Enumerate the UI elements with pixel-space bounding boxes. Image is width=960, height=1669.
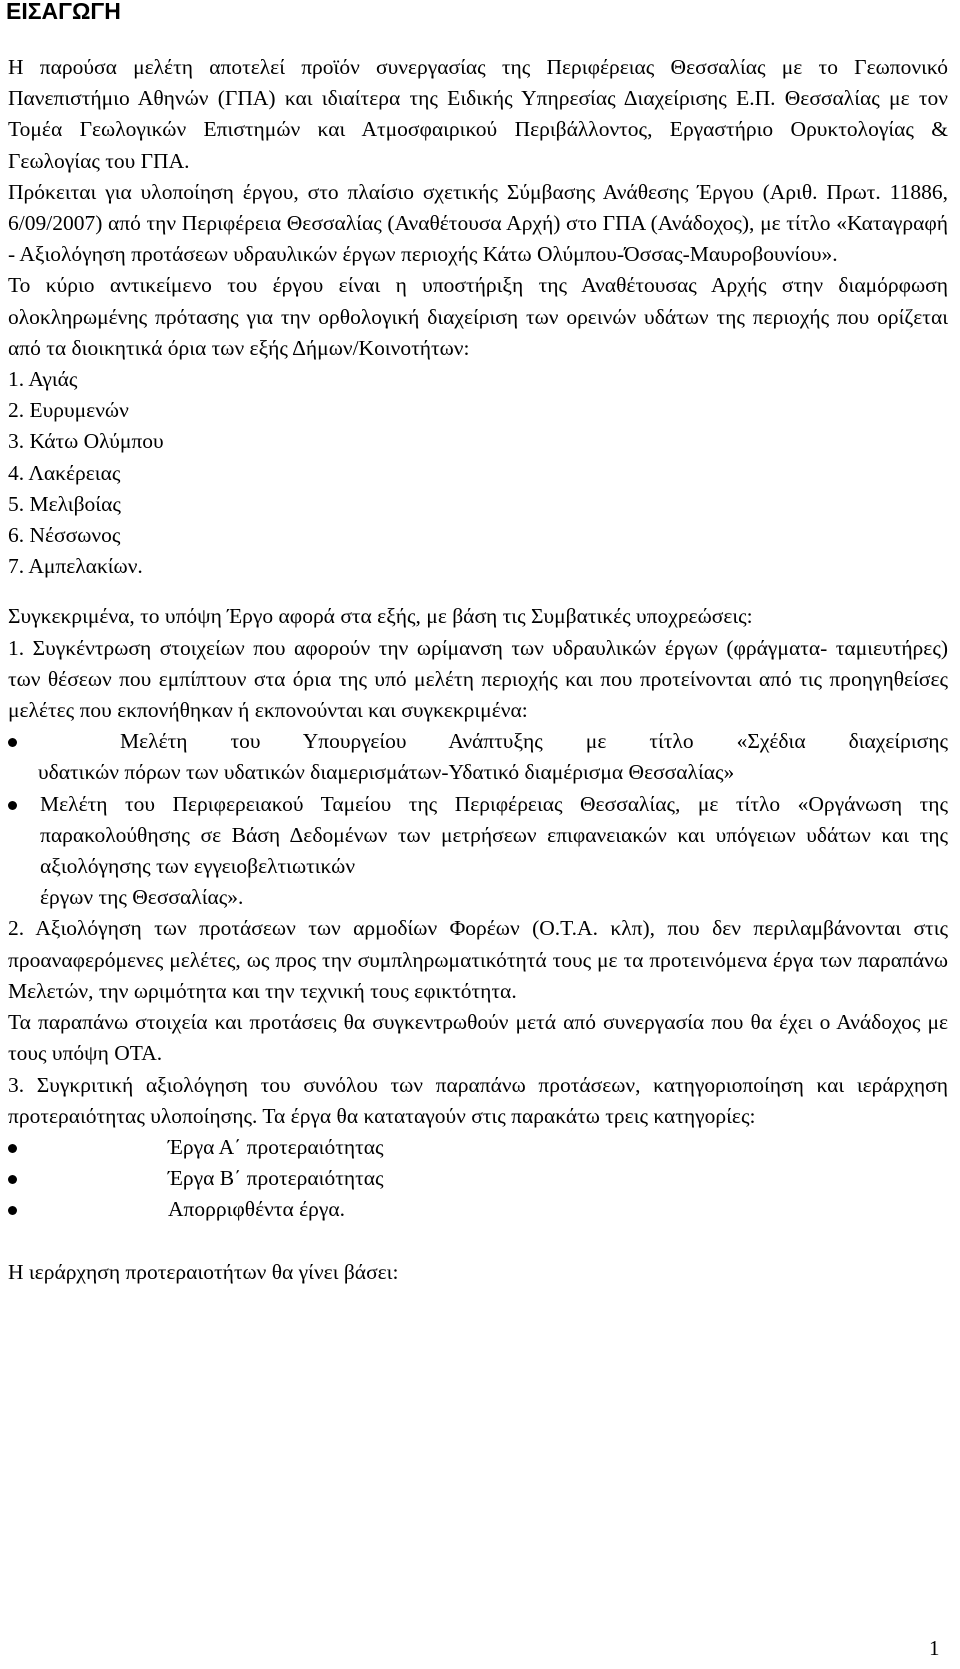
municipality-list bbox=[8, 364, 948, 582]
obligation-item-3: 3. Συγκριτική αξιολόγηση του συνόλου των παραπάνω προτάσεων, κατηγοριοποίηση και ιεράρχηση προτεραιότητας υλοποίησης. Τα έργα θα καταταγούν στις παρακάτω τρεις κατηγορίες: bbox=[8, 1072, 948, 1128]
category-item bbox=[8, 1194, 948, 1225]
obligation-item-2: 2. Αξιολόγηση των προτάσεων των αρμοδίων Φορέων (Ο.Τ.Α. κλπ), που δεν περιλαμβάνονται στις προαναφερόμενες μελέτες, ως προς την συμπληρωματικότητά τους με τα προτεινόμενα έργα των παραπάνω Μελετών, την ωριμότητα και την τεχνική τους εφικτότητα. bbox=[8, 916, 948, 1003]
bullet-icon bbox=[8, 1144, 17, 1153]
category-item bbox=[8, 1163, 948, 1194]
category-label: Έργα Β΄ προτεραιότητας bbox=[168, 1166, 384, 1191]
bullet-item-2-continuation: έργων της Θεσσαλίας». bbox=[40, 885, 244, 910]
bullet-item-2 bbox=[8, 789, 948, 914]
contract-paragraph: Πρόκειται για υλοποίηση έργου, στο πλαίσιο σχετικής Σύμβασης Ανάθεσης Έργου (Αριθ. Πρωτ. 11886, 6/09/2007) από την Περιφέρεια Θεσσαλίας (Αναθέτουσα Αρχή) στο ΓΠΑ (Ανάδοχος), με τίτλο «Καταγραφή - Αξιολόγηση προτάσεων υδραυλικών έργων περιοχής Κάτω Ολύμπου-Όσσας-Μαυροβουνίου». bbox=[8, 179, 948, 267]
bullet-item-1-first-line: Μελέτη του Υπουργείου Ανάπτυξης με τίτλο «Σχέδια διαχείρισης bbox=[120, 729, 948, 754]
list-item: 1. Αγιάς bbox=[8, 367, 78, 392]
bullet-item-1 bbox=[8, 726, 948, 788]
cooperation-paragraph: Τα παραπάνω στοιχεία και προτάσεις θα συγκεντρωθούν μετά από συνεργασία που θα έχει ο Ανάδοχος με τους υπόψη ΟΤΑ. bbox=[8, 1010, 948, 1066]
bullet-icon bbox=[8, 801, 17, 810]
category-label: Έργα Α΄ προτεραιότητας bbox=[168, 1134, 384, 1159]
bullet-item-2-text: Μελέτη του Περιφερειακού Ταμείου της Περιφέρειας Θεσσαλίας, με τίτλο «Οργάνωση της παρακολούθησης σε Βάση Δεδομένων των μετρήσεων επιφανειακών και υπόγειων υδάτων και της αξιολόγησης των εγγειοβελτιωτικών bbox=[40, 791, 948, 879]
document-body bbox=[8, 52, 948, 1288]
category-label: Απορριφθέντα έργα. bbox=[168, 1197, 346, 1222]
closing-line: Η ιεράρχηση προτεραιοτήτων θα γίνει βάσει: bbox=[8, 1259, 399, 1284]
list-item: 6. Νέσσωνος bbox=[8, 523, 121, 548]
spacer bbox=[8, 1226, 948, 1257]
list-item: 4. Λακέρειας bbox=[8, 460, 121, 485]
list-item: 2. Ευρυμενών bbox=[8, 398, 129, 423]
category-list bbox=[8, 1132, 948, 1226]
category-item bbox=[8, 1132, 948, 1163]
list-item: 5. Μελιβοίας bbox=[8, 491, 121, 516]
spacer bbox=[8, 582, 948, 601]
intro-paragraph: Η παρούσα μελέτη αποτελεί προϊόν συνεργασίας της Περιφέρειας Θεσσαλίας με το Γεωπονικό Πανεπιστήμιο Αθηνών (ΓΠΑ) και ιδιαίτερα της Ειδικής Υπηρεσίας Διαχείρισης Ε.Π. Θεσσαλίας με τον Τομέα Γεωλογικών Επιστημών και Ατμοσφαιρικού Περιβάλλοντος, Εργαστήριο Ορυκτολογίας & Γεωλογίας του ΓΠΑ. bbox=[8, 55, 948, 173]
list-item: 7. Αμπελακίων. bbox=[8, 554, 143, 579]
objective-paragraph: Το κύριο αντικείμενο του έργου είναι η υποστήριξη της Αναθέτουσας Αρχής στην διαμόρφωση ολοκληρωμένης πρότασης για την ορθολογική διαχείριση των ορεινών υδάτων της περιοχής που ορίζεται από τα διοικητικά όρια των εξής Δήμων/Κοινοτήτων: bbox=[8, 273, 948, 360]
bullet-item-1-continuation: υδατικών πόρων των υδατικών διαμερισμάτων-Υδατικό διαμέρισμα Θεσσαλίας» bbox=[38, 760, 735, 785]
obligations-intro: Συγκεκριμένα, το υπόψη Έργο αφορά στα εξής, με βάση τις Συμβατικές υποχρεώσεις: bbox=[8, 604, 753, 629]
obligation-item-1: 1. Συγκέντρωση στοιχείων που αφορούν την ωρίμανση των υδραυλικών έργων (φράγματα- ταμιευτήρες) των θέσεων που εμπίπτουν στα όρια της υπό μελέτη περιοχής και που προτείνονται από τις προηγηθείσες μελέτες που εκπονήθηκαν ή εκπονούνται και συγκεκριμένα: bbox=[8, 635, 948, 723]
list-item: 3. Κάτω Ολύμπου bbox=[8, 429, 164, 454]
section-heading: ΕΙΣΑΓΩΓΗ bbox=[6, 0, 121, 24]
page-number: 1 bbox=[929, 1636, 940, 1660]
